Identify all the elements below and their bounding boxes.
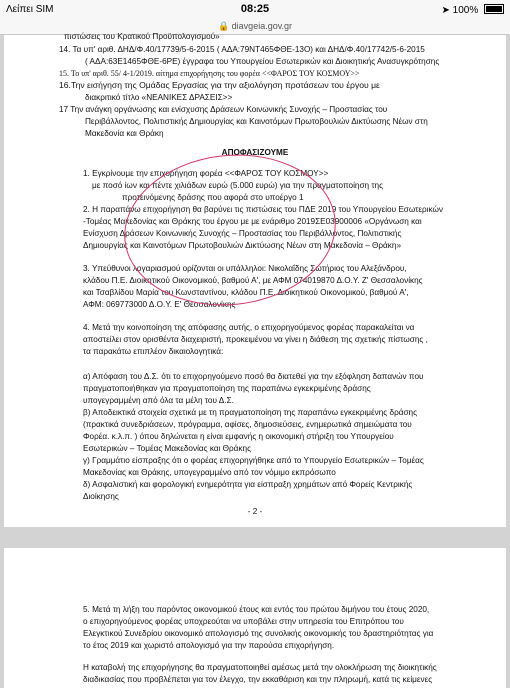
requirement-b-cont3: Εσωτερικών – Τομέας Μακεδονίας και Θράκης [83,444,252,453]
requirement-c: γ) Γραμμάτιο είσπραξης ότι ο φορέας επιχορηγήθηκε από το Υπουργείο Εσωτερικών – Τομέας [83,456,424,465]
item-14: 14. Τα υπ' αριθ. ΔΗΔ/Φ.40/17739/5-6-2015 ( ΑΔΑ:79ΝΤ465ΦΘΕ-13Ο) και ΔΗΔ/Φ.40/17742/5-6-2015 [59,45,425,54]
item-16: 16.Την εισήγηση της Ομάδας Εργασίας για την αξιολόγηση προτάσεων του έργου με [59,80,380,90]
requirement-a-cont: πραγματοποιήθηκαν για πραγματοποίηση της παραπάνω εγκεκριμένης δράσης [83,384,371,393]
payment-paragraph-cont: διαδικασίας που προβλέπεται για τον έλεγχο, την εκκαθάριση και την πληρωμή, κατά τις κείμενες [83,675,433,684]
requirement-d-cont: Διοίκησης [83,492,119,501]
item-14-cont: ( ΑΔΑ:63Ε1465ΦΘΕ-6ΡΕ) έγγραφα του Υπουργείου Εσωτερικών και Διοικητικής Ανασυγκρότησης [85,57,440,66]
decision-4-cont: αποστείλει στον ορισθέντα διαχειριστή, προκειμένου να γίνει η διάθεση της σχετικής πίστωσης , [83,335,428,344]
decision-2-cont3: Δημιουργίας και Καινοτόμων Πρωτοβουλιών Δικτύωσης Νέων στη Μακεδονία – Θράκη» [83,241,401,250]
decision-5-cont3: το έτος 2019 και χωριστό απολογισμό για την παρούσα επιχορήγηση. [83,641,335,650]
decision-3: 3. Υπεύθυνοι λογαριασμού ορίζονται οι υπάλληλοι: Νικολαΐδης Σωτήριος του Αλεξάνδρου, [83,264,407,273]
item-17-cont: Περιβάλλοντος, Πολιτιστικής Δημιουργίας και Καινοτόμων Πρωτοβουλιών Δικτύωσης Νέων στη [85,117,428,126]
decision-5-cont2: Ελεγκτικού Συνεδρίου οικονομικό απολογισμό της συνολικής οικονομικής του δραστηριότητας για [83,629,434,638]
document-page-2[interactable] [4,548,506,688]
requirement-a-cont2: υπογεγραμμένη από όλα τα μέλη του Δ.Σ. [83,396,234,405]
clock: 08:25 [240,3,270,15]
url-text: diavgeia.gov.gr [231,21,293,31]
lock-icon: 🔒 [217,21,230,31]
battery-indicator [441,4,504,16]
decision-5-cont: ο επιχορηγούμενος φορέας υποχρεούται να υποβάλει στην υπηρεσία του Επιτρόπου του [83,617,404,626]
decision-3-cont: κλάδου Π.Ε. Διοικητικού Οικονομικού, βαθμού Α', με ΑΦΜ 074019870 Δ.Ο.Υ. Ζ' Θεσσαλονίκης [83,276,423,285]
decision-2-cont: -Τομέας Μακεδονίας και Θράκης του έργου με με ενάριθμο 2019ΣΕ03900006 «Οργάνωση και [83,217,422,226]
requirement-b-cont: (πρακτικά συνεδριάσεων, πρόγραμμα, αφίσες, δημοσιεύσεις, ενημερωτικά σημειώματα του [83,420,412,429]
requirement-a: α) Απόφαση του Δ.Σ. ότι το επιχορηγούμενο ποσό θα διατεθεί για την εξόφληση δαπανών που [83,372,424,381]
payment-paragraph: Η καταβολή της επιχορήγησης θα πραγματοποιηθεί αμέσως μετά την ολοκλήρωση της διοικητικής [83,663,437,672]
decision-1: 1. Εγκρίνουμε την επιχορήγηση φορέα <<ΦΑΡΟΣ ΤΟΥ ΚΟΣΜΟΥ>> [83,169,329,178]
decision-1-cont: με ποσό ίων και πέντε χιλιάδων ευρώ (5.000 ευρώ) για την πραγματοποίηση της [92,181,384,190]
carrier-label: Λείπει SIM [6,4,54,15]
decision-5: 5. Μετά τη λήξη του παρόντος οικονομικού έτους και εντός του πρώτου διμήνου του έτους 2020, [83,605,430,614]
item-15: 15. Το υπ' αριθ. 55/ 4-1/2019. αίτημα επιχορήγησης του φορέα <<ΦΑΡΟΣ ΤΟΥ ΚΟΣΜΟΥ>> [59,69,360,78]
battery-icon [484,4,504,14]
document-page-1[interactable] [4,32,506,527]
text-line: πιστώσεις του Κρατικού Προϋπολογισμού» [64,32,220,41]
item-17: 17 Την ανάγκη οργάνωσης και ενίσχυσης Δράσεων Κοινωνικής Συνοχής – Προστασίας του [59,105,388,114]
decision-2-cont2: Ενίσχυση Δράσεων Κοινωνικής Συνοχής – Προστασίας του Περιβάλλοντος, Πολιτιστικής [83,229,402,238]
decision-3-cont3: ΑΦΜ: 069773000 Δ.Ο.Υ. Ε' Θεσσαλονίκης [83,300,236,309]
page-number: - 2 - [247,507,263,516]
requirement-b-cont2: Φορέα. κ.λ.π. ) όπου δηλώνεται η είναι εμφανής η οικονομική στήριξη του Υπουργείου [83,432,394,441]
status-bar [0,0,510,20]
decision-4-cont2: τα παρακάτω επιπλέον δικαιολογητικά: [83,347,224,356]
location-icon: ➤ [441,5,450,16]
decision-4: 4. Μετά την κοινοποίηση της απόφασης αυτής, ο επιχορηγούμενος φορέας παρακαλείται να [83,323,415,332]
decision-heading: ΑΠΟΦΑΣΙΖΟΥΜΕ [221,148,289,157]
battery-percent: 100% [452,5,479,16]
decision-2: 2. Η παραπάνω επιχορήγηση θα βαρύνει τις πιστώσεις του ΠΔΕ 2019 του Υπουργείου Εσωτερικών [83,205,443,214]
requirement-d: δ) Ασφαλιστική και φορολογική ενημερότητα για είσπραξη χρημάτων από Φορείς Κεντρικής [83,480,413,489]
item-16-cont: διακριτικό τίτλο «ΝΕΑΝΙΚΕΣ ΔΡΑΣΕΙΣ>> [85,93,233,102]
decision-3-cont2: και Τσαβλίδου Μαρία του Κωνσταντίνου, κλάδου Π.Ε. Διοικητικού Οικονομικού, βαθμού Α', [83,288,409,297]
requirement-c-cont: Μακεδονίας και Θράκης, υπογεγραμμένο από τον νόμιμο εκπρόσωπο [83,468,336,477]
requirement-b: β) Αποδεικτικά στοιχεία σχετικά με τη πραγματοποίηση της παραπάνω εγκεκριμένης δράσης [83,408,418,417]
decision-1-cont2: προτεινόμενης δράσης που αφορά στο υποέργο 1 [122,193,304,202]
item-17-cont2: Μακεδονία και Θράκη [85,129,164,138]
